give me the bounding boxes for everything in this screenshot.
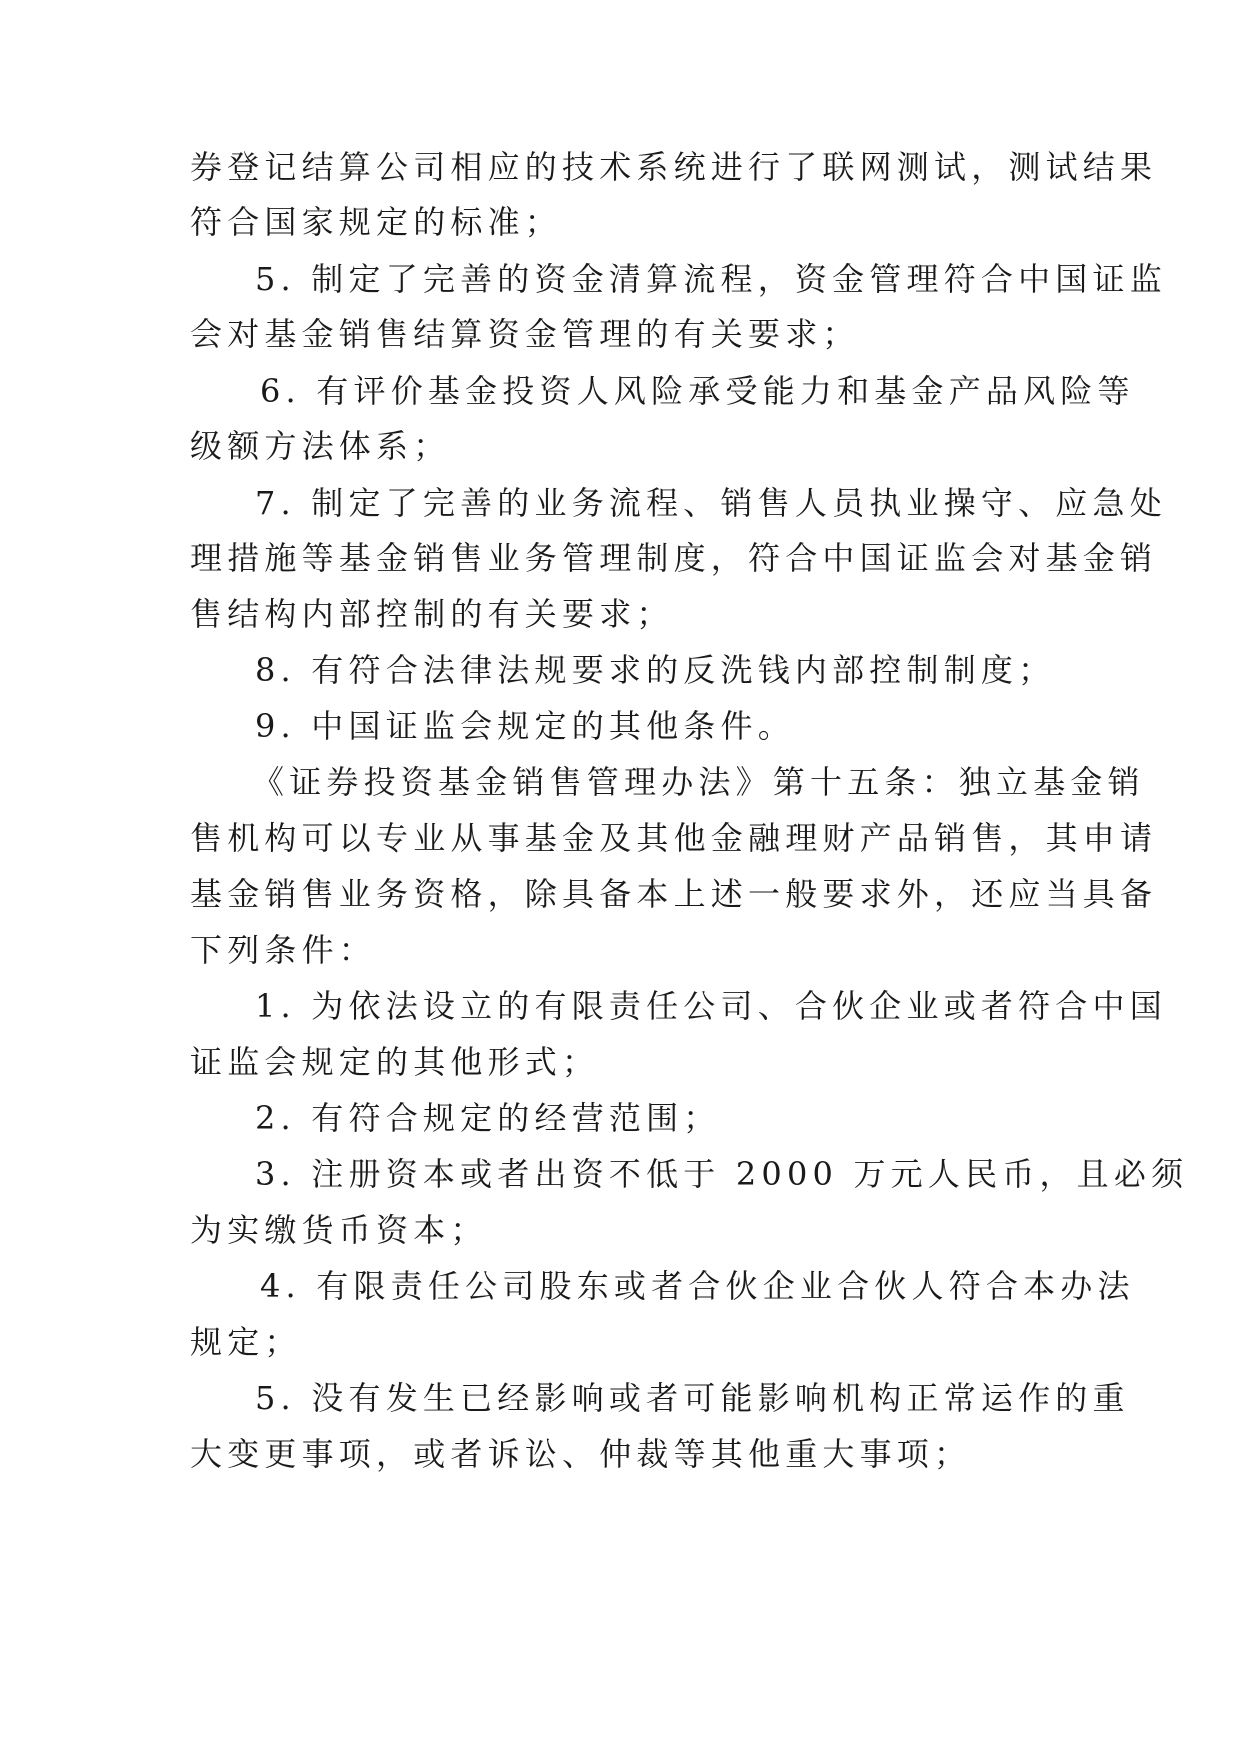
text-line: 售结构内部控制的有关要求； <box>190 595 674 633</box>
text-line: 理措施等基金销售业务管理制度，符合中国证监会对基金销 <box>190 539 1158 577</box>
list-item-line: 4. 有限责任公司股东或者合伙企业合伙人符合本办法 <box>260 1267 1135 1305</box>
list-item-line: 2. 有符合规定的经营范围； <box>255 1099 721 1137</box>
text-line: 下列条件： <box>190 931 377 969</box>
list-item-line: 6. 有评价基金投资人风险承受能力和基金产品风险等 <box>260 372 1135 410</box>
list-item-line: 1. 为依法设立的有限责任公司、合伙企业或者符合中国 <box>255 987 1167 1025</box>
text-line: 会对基金销售结算资金管理的有关要求； <box>190 315 860 353</box>
list-item-line: 3. 注册资本或者出资不低于 2000 万元人民币，且必须 <box>255 1155 1189 1193</box>
text-line: 符合国家规定的标准； <box>190 203 563 241</box>
paragraph-line: 《证券投资基金销售管理办法》第十五条：独立基金销 <box>252 763 1145 801</box>
text-line: 规定； <box>190 1323 302 1361</box>
text-line: 基金销售业务资格，除具备本上述一般要求外，还应当具备 <box>190 875 1158 913</box>
text-line: 大变更事项，或者诉讼、仲裁等其他重大事项； <box>190 1435 972 1473</box>
list-item-line: 8. 有符合法律法规要求的反洗钱内部控制制度； <box>255 651 1056 689</box>
text-line: 证监会规定的其他形式； <box>190 1043 600 1081</box>
text-line: 售机构可以专业从事基金及其他金融理财产品销售，其申请 <box>190 819 1158 857</box>
text-line: 级额方法体系； <box>190 427 451 465</box>
text-line: 为实缴货币资本； <box>190 1211 488 1249</box>
list-item-line: 5. 制定了完善的资金清算流程，资金管理符合中国证监 <box>255 260 1167 298</box>
list-item-line: 9. 中国证监会规定的其他条件。 <box>255 707 795 745</box>
list-item-line: 5. 没有发生已经影响或者可能影响机构正常运作的重 <box>255 1379 1130 1417</box>
list-item-line: 7. 制定了完善的业务流程、销售人员执业操守、应急处 <box>255 484 1167 522</box>
text-line: 券登记结算公司相应的技术系统进行了联网测试，测试结果 <box>190 148 1158 186</box>
